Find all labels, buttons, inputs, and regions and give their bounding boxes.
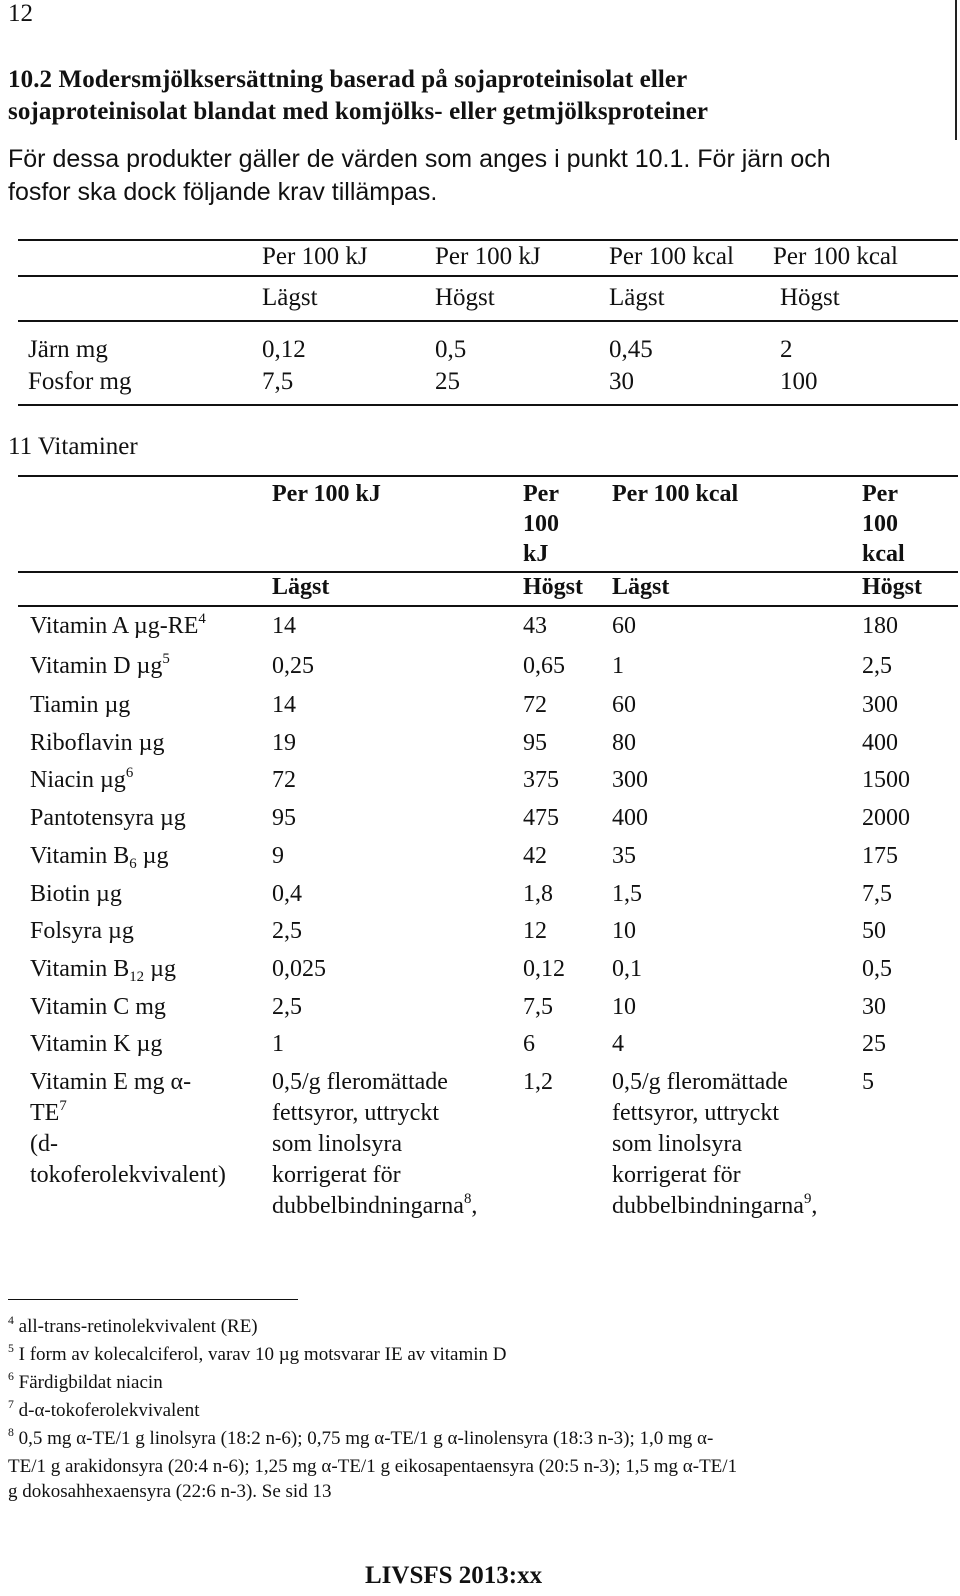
table2-header-unit: 100 bbox=[523, 511, 559, 537]
cell-line: korrigerat för bbox=[612, 1162, 741, 1188]
cell: 80 bbox=[612, 730, 636, 756]
cell: 400 bbox=[862, 730, 898, 756]
row-label: Fosfor mg bbox=[28, 368, 132, 395]
body-text-line1: För dessa produkter gäller de värden som anges i punkt 10.1. För järn och bbox=[8, 145, 831, 173]
footnote: $^4$ all-trans-retinolekvivalent (RE) bbox=[8, 1314, 258, 1337]
cell: 72 bbox=[523, 692, 547, 718]
table2-header-unit: 100 bbox=[862, 511, 898, 537]
section-11-title: 11 Vitaminer bbox=[8, 433, 138, 460]
table2-header-level: Högst bbox=[862, 574, 922, 600]
cell: 95 bbox=[523, 730, 547, 756]
row-label: Vitamin D µg$^5$ bbox=[30, 651, 170, 679]
table1-bottom-rule bbox=[18, 404, 958, 406]
table2-header-unit: kJ bbox=[523, 541, 549, 567]
cell-line: fettsyror, uttryckt bbox=[612, 1100, 779, 1126]
table2-header-unit: Per 100 kcal bbox=[612, 481, 739, 507]
section-title-line1: 10.2 Modersmjölksersättning baserad på sojaproteinisolat eller bbox=[8, 66, 688, 93]
cell: 300 bbox=[862, 692, 898, 718]
cell: 2,5 bbox=[272, 918, 302, 944]
table1-header-level: Högst bbox=[435, 284, 495, 311]
cell: 50 bbox=[862, 918, 886, 944]
table1-top-rule bbox=[18, 239, 958, 241]
cell: 300 bbox=[612, 767, 648, 793]
cell: 7,5 bbox=[523, 994, 553, 1020]
row-label: Vitamin $B_6$ µg bbox=[30, 843, 169, 872]
footnote-separator bbox=[8, 1299, 298, 1300]
cell: 60 bbox=[612, 613, 636, 639]
cell: 0,4 bbox=[272, 881, 302, 907]
cell: 25 bbox=[862, 1031, 886, 1057]
section-title-line2: sojaproteinisolat blandat med komjölks- eller getmjölksproteiner bbox=[8, 98, 709, 125]
cell: 9 bbox=[272, 843, 284, 869]
page-footer: LIVSFS 2013:xx bbox=[365, 1562, 543, 1589]
row-label: Niacin µg$^6$ bbox=[30, 765, 134, 793]
table1-header-level: Lägst bbox=[262, 284, 318, 311]
cell: 14 bbox=[272, 613, 296, 639]
cell: 7,5 bbox=[862, 881, 892, 907]
row-label: Vitamin C mg bbox=[30, 994, 166, 1020]
cell-line: som linolsyra bbox=[272, 1131, 402, 1157]
table1-header-rule bbox=[18, 275, 958, 277]
cell-line: fettsyror, uttryckt bbox=[272, 1100, 439, 1126]
page-number: 12 bbox=[8, 0, 33, 27]
cell: 4 bbox=[612, 1031, 624, 1057]
cell: 0,5 bbox=[435, 336, 467, 363]
table2-header-rule bbox=[18, 571, 958, 573]
table2-header-level: Högst bbox=[523, 574, 583, 600]
table2-header-unit: Per bbox=[862, 481, 898, 507]
cell: 1 bbox=[272, 1031, 284, 1057]
table1-header-unit: Per 100 kcal bbox=[609, 243, 734, 270]
cell: 10 bbox=[612, 994, 636, 1020]
table2-subheader-rule bbox=[18, 605, 958, 607]
row-label: Vitamin A $\mu g-RE^4$ bbox=[30, 611, 206, 639]
table1-header-unit: Per 100 kcal bbox=[773, 243, 898, 270]
cell: 43 bbox=[523, 613, 547, 639]
cell: 0,25 bbox=[272, 653, 314, 679]
cell: 100 bbox=[780, 368, 818, 395]
cell: 12 bbox=[523, 918, 547, 944]
row-label: Folsyra µg bbox=[30, 918, 134, 944]
cell: 1500 bbox=[862, 767, 910, 793]
cell: 1,8 bbox=[523, 881, 553, 907]
footnote: $^5$ I form av kolecalciferol, varav 10 µg motsvarar IE av vitamin D bbox=[8, 1342, 507, 1365]
cell: 0,45 bbox=[609, 336, 653, 363]
row-label: Vitamin $B_{12}$ µg bbox=[30, 956, 176, 985]
cell: 2,5 bbox=[862, 653, 892, 679]
cell: 25 bbox=[435, 368, 460, 395]
cell: 2000 bbox=[862, 805, 910, 831]
cell: 30 bbox=[862, 994, 886, 1020]
table2-header-unit: Per 100 kJ bbox=[272, 481, 381, 507]
footnote: $^6$ Färdigbildat niacin bbox=[8, 1370, 163, 1393]
table2-header-level: Lägst bbox=[272, 574, 330, 600]
cell: 1 bbox=[612, 653, 624, 679]
cell: 42 bbox=[523, 843, 547, 869]
footnote: $^7$ d-α-tokoferolekvivalent bbox=[8, 1398, 200, 1421]
footnote-line: g dokosahhexaensyra (22:6 n-3). Se sid 13 bbox=[8, 1481, 332, 1502]
cell-line: 0,5/g fleromättade bbox=[612, 1069, 788, 1095]
cell: 19 bbox=[272, 730, 296, 756]
row-label-line: Vitamin E mg α- bbox=[30, 1069, 192, 1095]
cell: 35 bbox=[612, 843, 636, 869]
cell: 175 bbox=[862, 843, 898, 869]
cell: 0,5 bbox=[862, 956, 892, 982]
cell: 475 bbox=[523, 805, 559, 831]
cell: 400 bbox=[612, 805, 648, 831]
row-label: Tiamin µg bbox=[30, 692, 131, 718]
cell: 30 bbox=[609, 368, 634, 395]
table1-header-level: Högst bbox=[780, 284, 840, 311]
cell: 0,12 bbox=[523, 956, 565, 982]
cell: 2,5 bbox=[272, 994, 302, 1020]
table1-header-level: Lägst bbox=[609, 284, 665, 311]
cell: 1,5 bbox=[612, 881, 642, 907]
row-label-line: $TE^7$ bbox=[30, 1098, 67, 1126]
cell: 0,1 bbox=[612, 956, 642, 982]
cell: 72 bbox=[272, 767, 296, 793]
margin-bar bbox=[955, 0, 957, 140]
cell: 6 bbox=[523, 1031, 535, 1057]
cell: 95 bbox=[272, 805, 296, 831]
cell: 0,65 bbox=[523, 653, 565, 679]
cell: 2 bbox=[780, 336, 793, 363]
cell-line: dubbelbindningarna$^9$, bbox=[612, 1191, 818, 1219]
footnote: $^8$ 0,5 mg α-TE/1 g linolsyra (18:2 n-6); 0,75 mg α-TE/1 g α-linolensyra (18:3 n-3); 1,0 mg α- bbox=[8, 1426, 714, 1449]
cell: 10 bbox=[612, 918, 636, 944]
cell: 60 bbox=[612, 692, 636, 718]
cell-line: dubbelbindningarna$^8$, bbox=[272, 1191, 478, 1219]
row-label: Järn mg bbox=[28, 336, 108, 363]
row-label: Vitamin K µg bbox=[30, 1031, 163, 1057]
cell-line: 0,5/g fleromättade bbox=[272, 1069, 448, 1095]
body-text-line2: fosfor ska dock följande krav tillämpas. bbox=[8, 178, 438, 206]
cell: 180 bbox=[862, 613, 898, 639]
cell: 0,12 bbox=[262, 336, 306, 363]
table2-header-level: Lägst bbox=[612, 574, 670, 600]
table2-header-unit: Per bbox=[523, 481, 559, 507]
table2-header-unit: kcal bbox=[862, 541, 905, 567]
row-label: Riboflavin µg bbox=[30, 730, 165, 756]
row-label: Biotin µg bbox=[30, 881, 122, 907]
cell: 7,5 bbox=[262, 368, 294, 395]
row-label: Pantotensyra µg bbox=[30, 805, 186, 831]
row-label-line: tokoferolekvivalent) bbox=[30, 1162, 226, 1188]
cell: 14 bbox=[272, 692, 296, 718]
cell-line: korrigerat för bbox=[272, 1162, 401, 1188]
table1-header-unit: Per 100 kJ bbox=[435, 243, 541, 270]
footnote-line: TE/1 g arakidonsyra (20:4 n-6); 1,25 mg α-TE/1 g eikosapentaensyra (20:5 n-3); 1,5 mg α-TE/1 bbox=[8, 1456, 738, 1477]
cell: 5 bbox=[862, 1069, 874, 1095]
cell: 1,2 bbox=[523, 1069, 553, 1095]
cell-line: som linolsyra bbox=[612, 1131, 742, 1157]
table1-subheader-rule bbox=[18, 320, 958, 322]
cell: 0,025 bbox=[272, 956, 326, 982]
row-label-line: (d- bbox=[30, 1131, 58, 1157]
table2-top-rule bbox=[18, 475, 958, 477]
table1-header-unit: Per 100 kJ bbox=[262, 243, 368, 270]
cell: 375 bbox=[523, 767, 559, 793]
